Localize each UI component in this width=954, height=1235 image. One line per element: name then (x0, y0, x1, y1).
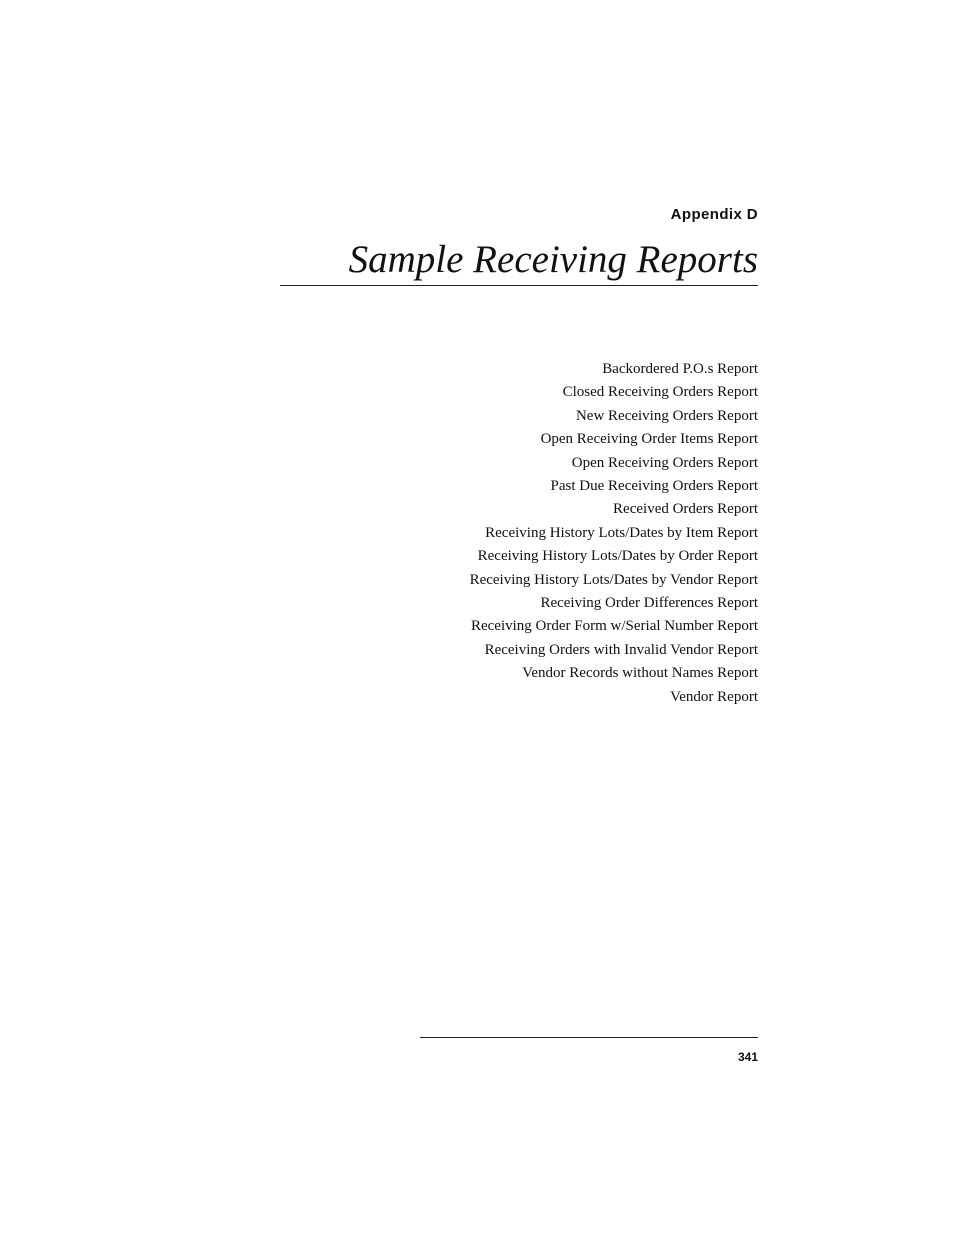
report-list-item: Receiving Orders with Invalid Vendor Report (484, 641, 758, 658)
report-list-item: New Receiving Orders Report (575, 407, 758, 424)
footer-divider (420, 1037, 758, 1038)
report-list-item: Receiving History Lots/Dates by Vendor Report (469, 571, 758, 588)
report-list (470, 358, 758, 709)
report-list-item: Closed Receiving Orders Report (562, 384, 758, 401)
report-list-item: Vendor Report (670, 688, 758, 705)
report-list-item: Receiving Order Differences Report (540, 595, 758, 612)
report-list-item: Receiving History Lots/Dates by Order Report (477, 548, 758, 565)
chapter-title: Sample Receiving Reports (348, 238, 758, 281)
report-list-item: Open Receiving Order Items Report (540, 431, 758, 448)
appendix-label: Appendix D (670, 206, 758, 223)
report-list-item: Receiving Order Form w/Serial Number Report (470, 618, 758, 635)
report-list-item: Vendor Records without Names Report (522, 665, 758, 682)
page-number: 341 (737, 1050, 758, 1064)
report-list-item: Open Receiving Orders Report (571, 454, 758, 471)
report-list-item: Receiving History Lots/Dates by Item Report (485, 524, 758, 541)
report-list-item: Backordered P.O.s Report (602, 361, 758, 377)
report-list-item: Received Orders Report (613, 501, 758, 518)
title-divider (280, 285, 758, 286)
report-list-item: Past Due Receiving Orders Report (550, 478, 758, 495)
